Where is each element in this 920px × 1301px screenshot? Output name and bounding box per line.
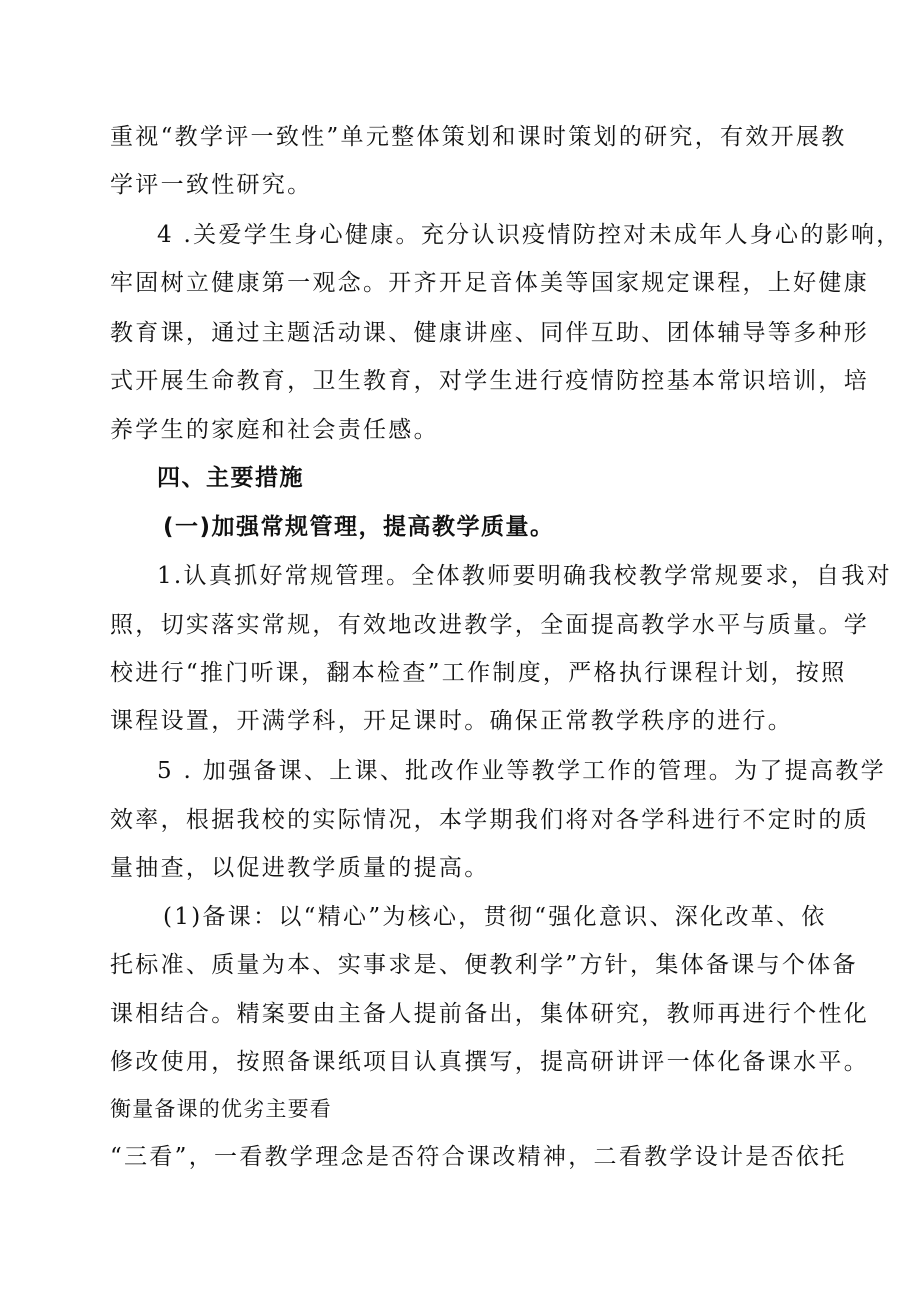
paragraph-line: 课程设置，开满学科，开足课时。确保正常教学秩序的进行。: [110, 708, 794, 734]
paragraph-line: 1.认真抓好常规管理。全体教师要明确我校教学常规要求，自我对: [157, 563, 892, 589]
paragraph-line: (1)备课：以“精心”为核心，贯彻“强化意识、深化改革、依: [163, 904, 827, 930]
paragraph-line: 修改使用，按照备课纸项目认真撰写，提高研讲评一体化备课水平。: [110, 1049, 869, 1075]
paragraph-line: 学评一致性研究。: [110, 172, 313, 198]
paragraph-line: 校进行“推门听课，翻本检查”工作制度，严格执行课程计划，按照: [110, 660, 847, 686]
paragraph-line: 衡量备课的优劣主要看: [110, 1097, 332, 1121]
paragraph-line: 式开展生命教育，卫生教育，对学生进行疫情防控基本常识培训，培: [110, 368, 869, 394]
section-heading: 四、主要措施: [157, 465, 304, 491]
paragraph-line: “三看”，一看教学理念是否符合课改精神，二看教学设计是否依托: [110, 1144, 847, 1170]
paragraph-line: 5 . 加强备课、上课、批改作业等教学工作的管理。为了提高教学: [157, 758, 886, 784]
paragraph-line: 重视“教学评一致性”单元整体策划和课时策划的研究，有效开展教: [110, 124, 847, 150]
paragraph-line: 教育课，通过主题活动课、健康讲座、同伴互助、团体辅导等多种形: [110, 320, 869, 346]
paragraph-line: 效率，根据我校的实际情况，本学期我们将对各学科进行不定时的质: [110, 807, 869, 833]
paragraph-line: 托标准、质量为本、实事求是、便教利学”方针，集体备课与个体备: [110, 952, 858, 978]
paragraph-line: 牢固树立健康第一观念。开齐开足音体美等国家规定课程，上好健康: [110, 270, 869, 296]
subsection-heading: (一)加强常规管理，提高教学质量。: [163, 514, 555, 540]
paragraph-line: 4 .关爱学生身心健康。充分认识疫情防控对未成年人身心的影响，: [157, 222, 902, 248]
paragraph-line: 量抽查，以促进教学质量的提高。: [110, 855, 490, 881]
paragraph-line: 课相结合。精案要由主备人提前备出，集体研究，教师再进行个性化: [110, 1001, 869, 1027]
paragraph-line: 照，切实落实常规，有效地改进教学，全面提高教学水平与质量。学: [110, 612, 869, 638]
paragraph-line: 养学生的家庭和社会责任感。: [110, 417, 439, 443]
